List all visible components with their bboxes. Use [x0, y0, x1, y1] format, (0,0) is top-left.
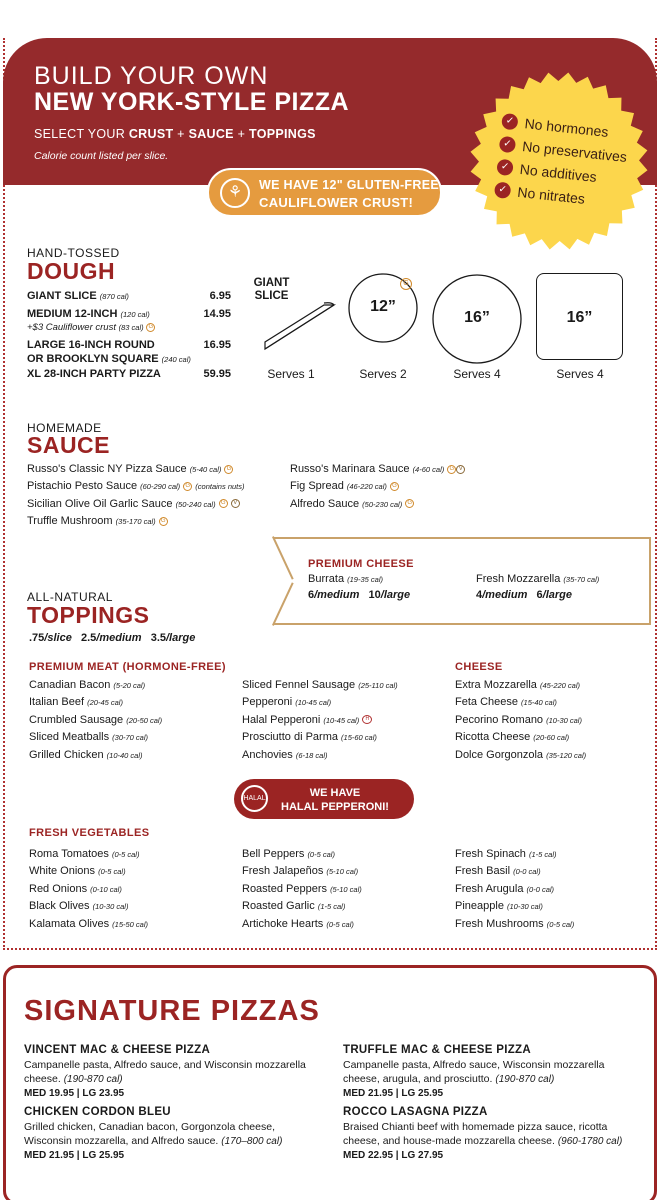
gluten-free-icon: G	[146, 323, 155, 332]
list-item: Italian Beef (20-45 cal)	[29, 696, 123, 709]
list-item: Roasted Garlic (1-5 cal)	[242, 900, 346, 913]
vegan-icon: V	[456, 465, 465, 474]
cheese-list	[455, 677, 586, 764]
signature-pizzas-heading: SIGNATURE PIZZAS	[24, 995, 320, 1027]
list-item: Halal Pepperoni (10-45 cal) H	[242, 712, 398, 729]
list-item: Anchovies (6-18 cal)	[242, 748, 328, 761]
burrata-item: Burrata (19-35 cal)	[308, 573, 383, 585]
seal-item: ✓ No additives	[496, 155, 626, 191]
dough-row: MEDIUM 12-INCH (120 cal) 14.95	[27, 308, 231, 320]
gluten-free-icon: G	[159, 517, 168, 526]
veg-list-1	[29, 846, 148, 933]
list-item: Pineapple (10-30 cal)	[455, 900, 543, 913]
pizza-description: Campanelle pasta, Alfredo sauce, and Wisconsin mozzarella cheese. (190-870 cal)	[24, 1059, 306, 1085]
toppings-subheading: ALL-NATURAL	[27, 590, 113, 604]
sauce-subheading: HOMEMADE	[27, 421, 102, 435]
dough-heading: DOUGH	[27, 258, 116, 284]
halal-icon: HALAL	[241, 785, 268, 812]
list-item: Fresh Spinach (1-5 cal)	[455, 848, 557, 860]
list-item: Pistachio Pesto Sauce (60-290 cal) G (contains nuts)	[27, 480, 245, 493]
calorie-note: Calorie count listed per slice.	[34, 150, 169, 162]
pizza-description: Grilled chicken, Canadian bacon, Gorgonzola cheese, Wisconsin mozzarella, and Alfredo sauce. (170–800 cal)	[24, 1121, 283, 1147]
gluten-free-line-1: WE HAVE 12" GLUTEN-FREE	[259, 178, 439, 192]
pizza-description: Braised Chianti beef with homemade pizza sauce, ricotta cheese, and house-made mozzarella cheese. (960-1780 cal)	[343, 1121, 623, 1147]
gluten-free-line-2: CAULIFLOWER CRUST!	[259, 195, 414, 210]
burrata-price: 6/medium 10/large	[308, 589, 411, 601]
list-item: Pepperoni (10-45 cal)	[242, 696, 332, 709]
seal-item: ✓ No preservatives	[498, 132, 628, 168]
list-item: Pecorino Romano (10-30 cal)	[455, 713, 582, 726]
vegan-icon: V	[231, 499, 240, 508]
halal-icon: H	[362, 715, 372, 724]
pizza-price: MED 19.95 | LG 23.95	[24, 1088, 125, 1099]
giant-slice-shape	[262, 302, 337, 352]
list-item: Canadian Bacon (5-20 cal)	[29, 679, 146, 691]
list-item: Extra Mozzarella (45-220 cal)	[455, 679, 581, 691]
veg-list-3	[455, 846, 574, 933]
halal-badge-line-2: HALAL PEPPERONI!	[281, 801, 389, 813]
list-item: Ricotta Cheese (20-60 cal)	[455, 731, 570, 744]
fresh-mozzarella-price: 4/medium 6/large	[476, 589, 573, 601]
gluten-free-icon: G	[224, 465, 233, 474]
list-item: Fresh Basil (0-0 cal)	[455, 865, 541, 878]
quality-seal	[459, 61, 659, 261]
serves-label: Serves 4	[556, 367, 604, 381]
gluten-free-badge	[207, 168, 442, 217]
pizza-price: MED 21.95 | LG 25.95	[343, 1088, 444, 1099]
cheese-heading: CHEESE	[455, 661, 503, 673]
serves-label: Serves 2	[359, 367, 407, 381]
halal-badge-line-1: WE HAVE	[309, 787, 361, 799]
serves-label: Serves 1	[267, 367, 315, 381]
halal-pepperoni-badge	[234, 779, 414, 819]
pizza-description: Campanelle pasta, Alfredo sauce, Wisconsin mozzarella cheese, arugula, and prosciutto. (190-870 cal)	[343, 1059, 605, 1085]
gluten-free-icon: G	[183, 482, 192, 491]
gluten-free-icon: G	[219, 499, 228, 508]
premium-cheese-title: PREMIUM CHEESE	[308, 558, 414, 570]
fresh-mozzarella-item: Fresh Mozzarella (35-70 cal)	[476, 573, 600, 585]
list-item: Artichoke Hearts (0-5 cal)	[242, 917, 354, 930]
dough-row: LARGE 16-INCH ROUND 16.95	[27, 339, 231, 351]
list-item: Russo's Classic NY Pizza Sauce (5-40 cal) G	[27, 461, 245, 478]
size-16-round-label: 16”	[464, 309, 490, 326]
size-16-square-label: 16”	[566, 309, 593, 326]
sauce-heading: SAUCE	[27, 432, 111, 458]
check-icon: ✓	[496, 158, 514, 176]
header-select-line: SELECT YOUR CRUST + SAUCE + TOPPINGS	[34, 127, 316, 141]
toppings-pricing: .75/slice 2.5/medium 3.5/large	[29, 632, 196, 644]
list-item: Feta Cheese (15-40 cal)	[455, 696, 557, 709]
list-item: White Onions (0-5 cal)	[29, 865, 126, 878]
size-12-label: 12”	[370, 298, 396, 315]
list-item: Kalamata Olives (15-50 cal)	[29, 917, 149, 930]
cauliflower-note: +$3 Cauliflower crust (83 cal) G	[27, 322, 155, 333]
dough-row: XL 28-INCH PARTY PIZZA 59.95	[27, 368, 231, 380]
list-item: Prosciutto di Parma (15-60 cal)	[242, 731, 377, 744]
pizza-name: CHICKEN CORDON BLEU	[24, 1106, 171, 1118]
list-item: Truffle Mushroom (35-170 cal) G	[27, 513, 245, 530]
premium-meat-heading: PREMIUM MEAT (HORMONE-FREE)	[29, 661, 226, 673]
list-item: Roasted Peppers (5-10 cal)	[242, 882, 362, 895]
list-item: Sliced Meatballs (30-70 cal)	[29, 731, 149, 744]
serves-label: Serves 4	[453, 367, 501, 381]
list-item: Fresh Arugula (0-0 cal)	[455, 882, 555, 895]
seal-list	[494, 109, 631, 214]
check-icon: ✓	[501, 112, 519, 130]
sauce-list-right	[290, 461, 465, 513]
list-item: Fresh Mushrooms (0-5 cal)	[455, 917, 575, 930]
gluten-free-icon: G	[447, 465, 456, 474]
pizza-price: MED 21.95 | LG 25.95	[24, 1150, 125, 1161]
fresh-vegetables-heading: FRESH VEGETABLES	[29, 827, 150, 839]
list-item: Red Onions (0-10 cal)	[29, 882, 122, 895]
veg-list-2	[242, 846, 362, 933]
list-item: Russo's Marinara Sauce (4-60 cal) G V	[290, 461, 465, 478]
list-item: Crumbled Sausage (20-50 cal)	[29, 713, 163, 726]
header-line-2: NEW YORK-STYLE PIZZA	[34, 88, 350, 116]
header-line-1: BUILD YOUR OWN	[34, 62, 269, 90]
list-item: Bell Peppers (0-5 cal)	[242, 848, 335, 860]
pizza-name: TRUFFLE MAC & CHEESE PIZZA	[343, 1044, 531, 1056]
list-item: Roma Tomatoes (0-5 cal)	[29, 848, 140, 860]
seal-item: ✓ No hormones	[501, 109, 631, 145]
list-item: Grilled Chicken (10-40 cal)	[29, 748, 143, 761]
toppings-heading: TOPPINGS	[27, 602, 150, 628]
meat-list-right	[242, 677, 398, 764]
list-item: Sliced Fennel Sausage (25-110 cal)	[242, 679, 398, 691]
list-item: Dolce Gorgonzola (35-120 cal)	[455, 748, 587, 761]
wheat-icon: ⚘	[220, 178, 250, 208]
list-item: Fig Spread (46-220 cal) G	[290, 478, 465, 495]
check-icon: ✓	[499, 135, 517, 153]
list-item: Black Olives (10-30 cal)	[29, 900, 129, 913]
gluten-free-icon: G	[405, 499, 414, 508]
sauce-list-left	[27, 461, 245, 531]
list-item: Sicilian Olive Oil Garlic Sauce (50-240 cal) G V	[27, 496, 245, 513]
dough-subheading: HAND-TOSSED	[27, 246, 120, 260]
meat-list-left	[29, 677, 162, 764]
pizza-name: ROCCO LASAGNA PIZZA	[343, 1106, 488, 1118]
giant-slice-label: GIANT SLICE	[253, 277, 290, 302]
gluten-free-icon: G	[400, 275, 412, 293]
pizza-name: VINCENT MAC & CHEESE PIZZA	[24, 1044, 211, 1056]
check-icon: ✓	[494, 181, 512, 199]
list-item: Alfredo Sauce (50-230 cal) G	[290, 496, 465, 513]
dough-row: GIANT SLICE (870 cal) 6.95	[27, 290, 231, 302]
list-item: Fresh Jalapeños (5-10 cal)	[242, 865, 359, 878]
seal-item: ✓ No nitrates	[494, 177, 624, 213]
dough-row: OR BROOKLYN SQUARE (240 cal)	[27, 353, 191, 365]
gluten-free-icon: G	[390, 482, 399, 491]
pizza-price: MED 22.95 | LG 27.95	[343, 1150, 444, 1161]
